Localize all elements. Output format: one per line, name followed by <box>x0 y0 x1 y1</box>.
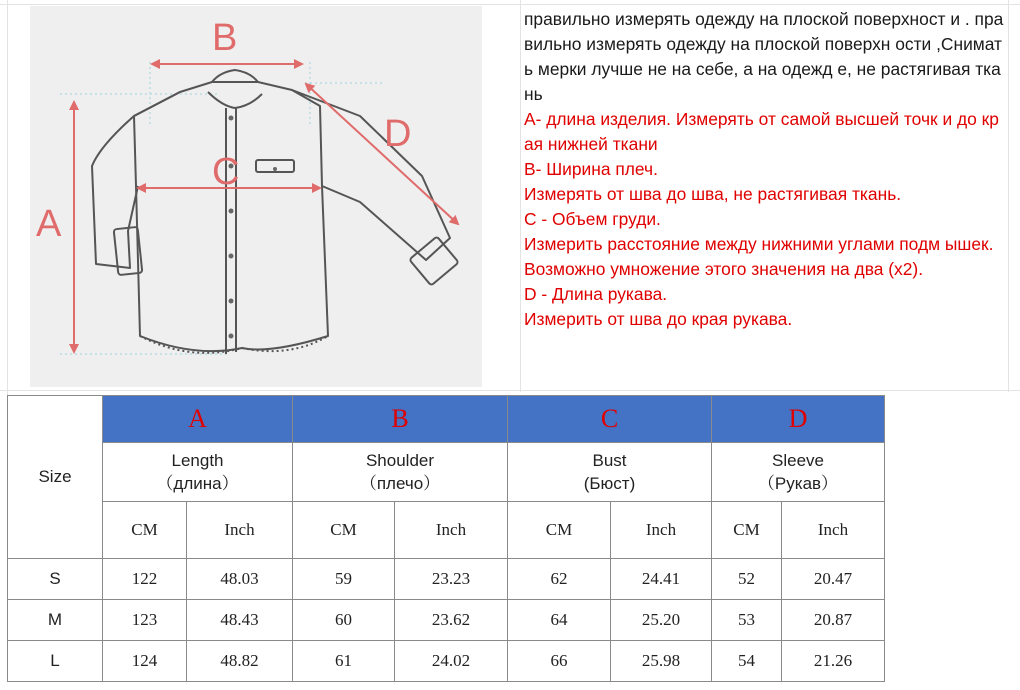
size-cell: M <box>8 600 103 641</box>
table-cell: 123 <box>103 600 187 641</box>
size-header: Size <box>8 396 103 559</box>
table-cell: 24.02 <box>395 641 508 682</box>
instruction-line: C - Объем груди. <box>524 209 661 229</box>
table-cell: 59 <box>293 559 395 600</box>
table-cell: 61 <box>293 641 395 682</box>
instruction-line: Измерить от шва до края рукава. <box>524 309 793 329</box>
group-name: Shoulder <box>365 451 435 470</box>
measurement-diagram <box>30 6 482 387</box>
table-cell: 25.20 <box>611 600 712 641</box>
sleeve-header <box>712 443 885 502</box>
bust-header <box>508 443 712 502</box>
table-row <box>8 559 885 600</box>
group-translation: (Бюст) <box>583 474 636 493</box>
table-cell: 23.62 <box>395 600 508 641</box>
instruction-line: Возможно умножение этого значения на два (x2). <box>524 259 924 279</box>
table-cell: 48.03 <box>187 559 293 600</box>
measurement-arrows <box>74 64 458 352</box>
unit-header-row <box>8 502 885 559</box>
measurement-labels <box>36 17 411 245</box>
table-cell: 52 <box>712 559 782 600</box>
group-name: Sleeve <box>772 451 824 470</box>
sheet-gridline <box>0 4 1020 5</box>
table-cell: 54 <box>712 641 782 682</box>
table-cell: 60 <box>293 600 395 641</box>
letter-d-header: D <box>712 396 885 443</box>
table-row <box>8 641 885 682</box>
table-cell: 20.47 <box>782 559 885 600</box>
unit-inch: Inch <box>187 502 293 559</box>
letter-c-header: C <box>508 396 712 443</box>
letter-a-header: A <box>103 396 293 443</box>
unit-cm: CM <box>293 502 395 559</box>
shoulder-header <box>293 443 508 502</box>
group-header-row <box>8 443 885 502</box>
unit-inch: Inch <box>395 502 508 559</box>
group-translation: （Рукав） <box>757 474 839 493</box>
unit-cm: CM <box>508 502 611 559</box>
instruction-line: D - Длина рукава. <box>524 284 668 304</box>
table-row <box>8 600 885 641</box>
unit-cm: CM <box>103 502 187 559</box>
unit-inch: Inch <box>611 502 712 559</box>
group-translation: （длина） <box>156 474 239 493</box>
arrow-d-sleeve <box>306 84 458 224</box>
sheet-gridline <box>520 0 521 392</box>
letter-b-header: B <box>293 396 508 443</box>
unit-inch: Inch <box>782 502 885 559</box>
table-cell: 62 <box>508 559 611 600</box>
instruction-line: Измерять от шва до шва, не растягивая ткань. <box>524 184 902 204</box>
table-cell: 124 <box>103 641 187 682</box>
table-cell: 24.41 <box>611 559 712 600</box>
group-translation: （плечо） <box>359 474 441 493</box>
table-cell: 66 <box>508 641 611 682</box>
instruction-line: B- Ширина плеч. <box>524 159 658 179</box>
size-cell: S <box>8 559 103 600</box>
shirt-diagram-svg <box>30 6 482 387</box>
instruction-line: A- длина изделия. Измерять от самой высшей точк и до края нижней ткани <box>524 109 999 154</box>
guide-lines <box>60 62 385 354</box>
length-header <box>103 443 293 502</box>
table-cell: 48.43 <box>187 600 293 641</box>
size-cell: L <box>8 641 103 682</box>
sheet-gridline <box>7 0 8 395</box>
size-chart-table <box>7 395 885 682</box>
instructions-intro: правильно измерять одежду на плоской поверхност и . правильно измерять одежду на плоской поверхн ости ,Снимать мерки лучше не на себе, а на одежд е, не растягивая ткань <box>524 9 1004 104</box>
group-name: Length <box>171 451 224 470</box>
label-c: C <box>212 151 240 193</box>
label-b: B <box>212 17 238 59</box>
table-cell: 25.98 <box>611 641 712 682</box>
label-d: D <box>384 113 412 155</box>
sheet-gridline <box>0 390 1020 391</box>
letter-header-row <box>8 396 885 443</box>
label-a: A <box>36 203 62 245</box>
table-cell: 20.87 <box>782 600 885 641</box>
table-cell: 21.26 <box>782 641 885 682</box>
table-cell: 48.82 <box>187 641 293 682</box>
table-cell: 53 <box>712 600 782 641</box>
table-cell: 64 <box>508 600 611 641</box>
measurement-instructions <box>524 7 1008 332</box>
instruction-line: Измерить расстояние между нижними углами подм ышек. <box>524 234 994 254</box>
table-cell: 23.23 <box>395 559 508 600</box>
sheet-gridline <box>1008 0 1009 392</box>
group-name: Bust <box>592 451 627 470</box>
table-cell: 122 <box>103 559 187 600</box>
unit-cm: CM <box>712 502 782 559</box>
